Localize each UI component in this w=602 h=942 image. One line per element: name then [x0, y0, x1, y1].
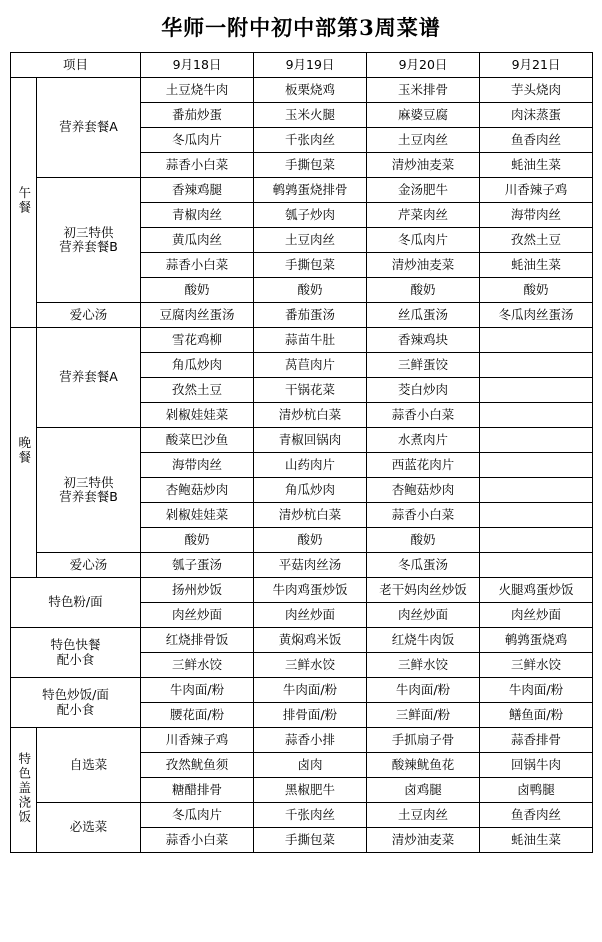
cell: 土豆肉丝: [254, 228, 367, 253]
cell: 酸奶: [254, 528, 367, 553]
friedrice-label-line1: 特色炒饭/面: [42, 687, 109, 703]
cell: 卤鸭腿: [480, 778, 593, 803]
cell: 火腿鸡蛋炒饭: [480, 578, 593, 603]
cell: 手撕包菜: [254, 153, 367, 178]
cell: 卤肉: [254, 753, 367, 778]
lunch-setB-label: [37, 178, 141, 303]
cell: 蚝油生菜: [480, 153, 593, 178]
cell: 手抓扇子骨: [367, 728, 480, 753]
cell: 孜然土豆: [141, 378, 254, 403]
cell: 水煮肉片: [367, 428, 480, 453]
cell: 老干妈肉丝炒饭: [367, 578, 480, 603]
cell: 三鲜水饺: [254, 653, 367, 678]
table-row: [11, 728, 593, 753]
cell: 清炒油麦菜: [367, 253, 480, 278]
dinner-setA-label: 营养套餐A: [37, 328, 141, 428]
cell: 扬州炒饭: [141, 578, 254, 603]
cell: 玉米排骨: [367, 78, 480, 103]
cell: [480, 378, 593, 403]
cell: 蒜香小排: [254, 728, 367, 753]
cell: [480, 428, 593, 453]
cell: 清炒杭白菜: [254, 403, 367, 428]
cell: 牛肉鸡蛋炒饭: [254, 578, 367, 603]
cell: 角瓜炒肉: [254, 478, 367, 503]
friedrice-label-line2: 配小食: [56, 701, 95, 717]
cell: 西蓝花肉片: [367, 453, 480, 478]
cell: 蚝油生菜: [480, 828, 593, 853]
cell: 瓠子炒肉: [254, 203, 367, 228]
cell: 黄焖鸡米饭: [254, 628, 367, 653]
section-label-dinner: 晚餐: [11, 328, 37, 578]
cell: 三鲜水饺: [480, 653, 593, 678]
cell: 牛肉面/粉: [254, 678, 367, 703]
cell: 冬瓜肉片: [141, 128, 254, 153]
cell: 冬瓜肉片: [367, 228, 480, 253]
cell: 角瓜炒肉: [141, 353, 254, 378]
cell: 冬瓜肉丝蛋汤: [480, 303, 593, 328]
cell: 青椒回锅肉: [254, 428, 367, 453]
cell: 杏鲍菇炒肉: [367, 478, 480, 503]
cell: 清炒油麦菜: [367, 153, 480, 178]
cell: 玉米火腿: [254, 103, 367, 128]
cell: 蒜香小白菜: [141, 253, 254, 278]
self-select-label: 自选菜: [37, 728, 141, 803]
cell: 剁椒娃娃菜: [141, 503, 254, 528]
cell: 酸奶: [141, 528, 254, 553]
fastfood-label: [11, 628, 141, 678]
dinner-setB-label-line2: 营养套餐B: [59, 489, 118, 504]
table-row: [11, 628, 593, 653]
cell: 鹌鹑蛋烧鸡: [480, 628, 593, 653]
cell: 冬瓜肉片: [141, 803, 254, 828]
cell: 卤鸡腿: [367, 778, 480, 803]
cell: 孜然土豆: [480, 228, 593, 253]
lunch-setB-label-line1: 初三特供: [63, 224, 114, 240]
table-row: [11, 328, 593, 353]
cell: 杏鲍菇炒肉: [141, 478, 254, 503]
cell: 三鲜水饺: [367, 653, 480, 678]
cell: 板栗烧鸡: [254, 78, 367, 103]
must-select-label: 必选菜: [37, 803, 141, 853]
cell: 鱼香肉丝: [480, 803, 593, 828]
cell: 酸菜巴沙鱼: [141, 428, 254, 453]
cell: 排骨面/粉: [254, 703, 367, 728]
menu-table: [10, 52, 593, 853]
cell: 肉沫蒸蛋: [480, 103, 593, 128]
header-date-1: 9月19日: [254, 53, 367, 78]
cell: 冬瓜蛋汤: [367, 553, 480, 578]
dinner-soup-label: 爱心汤: [37, 553, 141, 578]
table-row: [11, 178, 593, 203]
table-row: [11, 678, 593, 703]
cell: 莴苣肉片: [254, 353, 367, 378]
fastfood-label-line2: 配小食: [56, 651, 95, 667]
section-label-special-rice: 特色盖浇饭: [11, 728, 37, 853]
noodles-label: 特色粉/面: [11, 578, 141, 628]
cell: 青椒肉丝: [141, 203, 254, 228]
cell: 海带肉丝: [480, 203, 593, 228]
lunch-soup-label: 爱心汤: [37, 303, 141, 328]
cell: 金汤肥牛: [367, 178, 480, 203]
table-row: [11, 803, 593, 828]
cell: 肉丝炒面: [254, 603, 367, 628]
friedrice-label: [11, 678, 141, 728]
cell: 鹌鹑蛋烧排骨: [254, 178, 367, 203]
cell: 酸奶: [480, 278, 593, 303]
cell: 黄瓜肉丝: [141, 228, 254, 253]
cell: 芋头烧肉: [480, 78, 593, 103]
cell: 三鲜面/粉: [367, 703, 480, 728]
table-row: [11, 553, 593, 578]
cell: 酸奶: [141, 278, 254, 303]
cell: 芹菜肉丝: [367, 203, 480, 228]
cell: 酸辣鱿鱼花: [367, 753, 480, 778]
table-header-row: [11, 53, 593, 78]
cell: 红烧牛肉饭: [367, 628, 480, 653]
cell: 香辣鸡块: [367, 328, 480, 353]
cell: 千张肉丝: [254, 128, 367, 153]
cell: 番茄炒蛋: [141, 103, 254, 128]
cell: 孜然鱿鱼须: [141, 753, 254, 778]
fastfood-label-line1: 特色快餐: [50, 637, 101, 653]
cell: 清炒杭白菜: [254, 503, 367, 528]
cell: 蒜香排骨: [480, 728, 593, 753]
cell: 蒜香小白菜: [367, 503, 480, 528]
cell: 雪花鸡柳: [141, 328, 254, 353]
cell: 豆腐肉丝蛋汤: [141, 303, 254, 328]
cell: [480, 403, 593, 428]
cell: 蒜苗牛肚: [254, 328, 367, 353]
header-item-label: 项目: [11, 53, 141, 78]
cell: 蒜香小白菜: [141, 153, 254, 178]
cell: 糖醋排骨: [141, 778, 254, 803]
cell: 腰花面/粉: [141, 703, 254, 728]
cell: 酸奶: [367, 278, 480, 303]
cell: 麻婆豆腐: [367, 103, 480, 128]
cell: 酸奶: [367, 528, 480, 553]
cell: 肉丝炒面: [480, 603, 593, 628]
table-row: [11, 303, 593, 328]
cell: 平菇肉丝汤: [254, 553, 367, 578]
cell: 土豆肉丝: [367, 803, 480, 828]
header-date-2: 9月20日: [367, 53, 480, 78]
lunch-setB-label-line2: 营养套餐B: [59, 239, 118, 254]
cell: 山药肉片: [254, 453, 367, 478]
cell: 手撕包菜: [254, 253, 367, 278]
cell: 剁椒娃娃菜: [141, 403, 254, 428]
cell: [480, 528, 593, 553]
cell: 土豆肉丝: [367, 128, 480, 153]
cell: 鱼香肉丝: [480, 128, 593, 153]
cell: 蚝油生菜: [480, 253, 593, 278]
cell: 土豆烧牛肉: [141, 78, 254, 103]
cell: 蒜香小白菜: [141, 828, 254, 853]
cell: 干锅花菜: [254, 378, 367, 403]
cell: 手撕包菜: [254, 828, 367, 853]
table-row: [11, 78, 593, 103]
cell: 三鲜水饺: [141, 653, 254, 678]
header-date-0: 9月18日: [141, 53, 254, 78]
lunch-setA-label: 营养套餐A: [37, 78, 141, 178]
cell: 香辣鸡腿: [141, 178, 254, 203]
cell: 牛肉面/粉: [480, 678, 593, 703]
cell: [480, 353, 593, 378]
cell: 肉丝炒面: [141, 603, 254, 628]
cell: 蒜香小白菜: [367, 403, 480, 428]
cell: 酸奶: [254, 278, 367, 303]
cell: [480, 503, 593, 528]
cell: 瓠子蛋汤: [141, 553, 254, 578]
page-title: 华师一附中初中部第3周菜谱: [161, 15, 441, 40]
cell: 千张肉丝: [254, 803, 367, 828]
cell: [480, 453, 593, 478]
cell: [480, 328, 593, 353]
cell: 三鲜蛋饺: [367, 353, 480, 378]
dinner-setB-label-line1: 初三特供: [63, 474, 114, 490]
cell: 肉丝炒面: [367, 603, 480, 628]
cell: [480, 553, 593, 578]
cell: 黑椒肥牛: [254, 778, 367, 803]
cell: 回锅牛肉: [480, 753, 593, 778]
table-row: [11, 428, 593, 453]
cell: 丝瓜蛋汤: [367, 303, 480, 328]
cell: 川香辣子鸡: [141, 728, 254, 753]
dinner-setB-label: [37, 428, 141, 553]
cell: 清炒油麦菜: [367, 828, 480, 853]
cell: 鳝鱼面/粉: [480, 703, 593, 728]
section-label-lunch: 午餐: [11, 78, 37, 328]
cell: 海带肉丝: [141, 453, 254, 478]
cell: 川香辣子鸡: [480, 178, 593, 203]
cell: 牛肉面/粉: [141, 678, 254, 703]
cell: 红烧排骨饭: [141, 628, 254, 653]
cell: 番茄蛋汤: [254, 303, 367, 328]
cell: 牛肉面/粉: [367, 678, 480, 703]
cell: [480, 478, 593, 503]
table-row: [11, 578, 593, 603]
cell: 茭白炒肉: [367, 378, 480, 403]
header-date-3: 9月21日: [480, 53, 593, 78]
